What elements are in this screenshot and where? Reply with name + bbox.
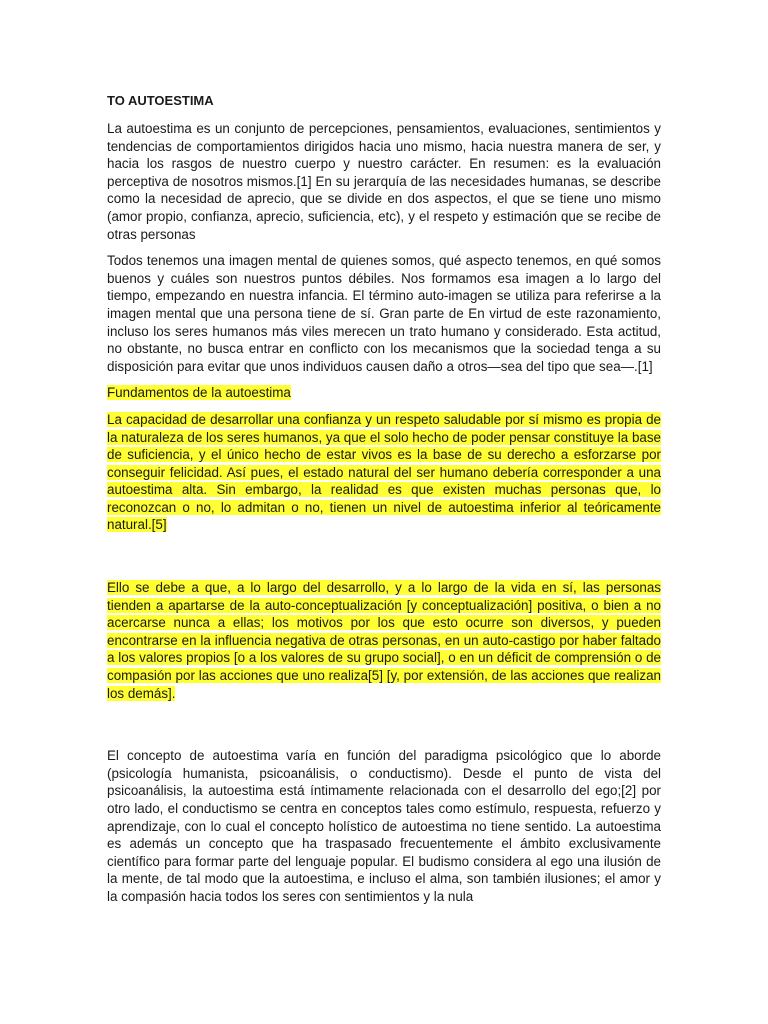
paragraph-fundamentos — [107, 411, 661, 534]
document-page — [107, 92, 661, 915]
section-heading-fundamentos — [107, 384, 661, 402]
document-title: TO AUTOESTIMA — [107, 93, 214, 108]
highlighted-paragraph-text: Ello se debe a que, a lo largo del desarrollo, y a lo largo de la vida en sí, las personas tienden a apartarse de la auto-conceptualización [y conceptualización] positiva, o bien a no acercarse nunca a ellas; los motivos por los que esto ocurre son diversos, y pueden encontrarse en la influencia negativa de otras personas, en un auto-castigo por haber faltado a los valores propios [o a los valores de su grupo social], o en un déficit de comprensión o de compasión por las acciones que uno realiza[5] [y, por extensión, de las acciones que realizan los demás]. — [107, 580, 661, 701]
highlighted-paragraph-text: La capacidad de desarrollar una confianza y un respeto saludable por sí mismo es propia de la naturaleza de los seres humanos, ya que el solo hecho de poder pensar constituye la base de suficiencia, y el único hecho de estar vivos es la base de su derecho a esforzarse por conseguir felicidad. Así pues, el estado natural del ser humano debería corresponder a una autoestima alta. Sin embargo, la realidad es que existen muchas personas que, lo reconozcan o no, lo admitan o no, tienen un nivel de autoestima inferior al teóricamente natural.[5] — [107, 411, 661, 533]
blank-space — [107, 543, 661, 579]
paragraph-paradigms: El concepto de autoestima varía en función del paradigma psicológico que lo aborde (psicología humanista, psicoanálisis, o conductismo). Desde el punto de vista del psicoanálisis, la autoestima está íntimamente relacionada con el desarrollo del ego;[2] por otro lado, el conductismo se centra en conceptos tales como estímulo, respuesta, refuerzo y aprendizaje, con lo cual el concepto holístico de autoestima no tiene sentido. La autoestima es además un concepto que ha traspasado frecuentemente el ámbito exclusivamente científico para formar parte del lenguaje popular. El budismo considera al ego una ilusión de la mente, de tal modo que la autoestima, e incluso el alma, son también ilusiones; el amor y la compasión hacia todos los seres con sentimientos y la nula — [107, 748, 661, 904]
highlighted-heading-text: Fundamentos de la autoestima — [107, 385, 291, 401]
paragraph-causes — [107, 579, 661, 702]
paragraph-self-image: Todos tenemos una imagen mental de quienes somos, qué aspecto tenemos, en qué somos buenos y cuáles son nuestros puntos débiles. Nos formamos esa imagen a lo largo del tiempo, empezando en nuestra infancia. El término auto-imagen se utiliza para referirse a la imagen mental que una persona tiene de sí. Gran parte de En virtud de este razonamiento, incluso los seres humanos más viles merecen un trato humano y considerado. Esta actitud, no obstante, no busca entrar en conflicto con los mecanismos que la sociedad tenga a su disposición para evitar que unos individuos causen daño a otros—sea del tipo que sea—.[1] — [107, 253, 661, 374]
paragraph-definition: La autoestima es un conjunto de percepciones, pensamientos, evaluaciones, sentimientos y tendencias de comportamientos dirigidos hacia uno mismo, hacia nuestra manera de ser, y hacia los rasgos de nuestro cuerpo y nuestro carácter. En resumen: es la evaluación perceptiva de nosotros mismos.[1] En su jerarquía de las necesidades humanas, se describe como la necesidad de aprecio, que se divide en dos aspectos, el que se tiene uno mismo (amor propio, confianza, aprecio, suficiencia, etc), y el respeto y estimación que se recibe de otras personas — [107, 121, 661, 242]
blank-space — [107, 711, 661, 747]
